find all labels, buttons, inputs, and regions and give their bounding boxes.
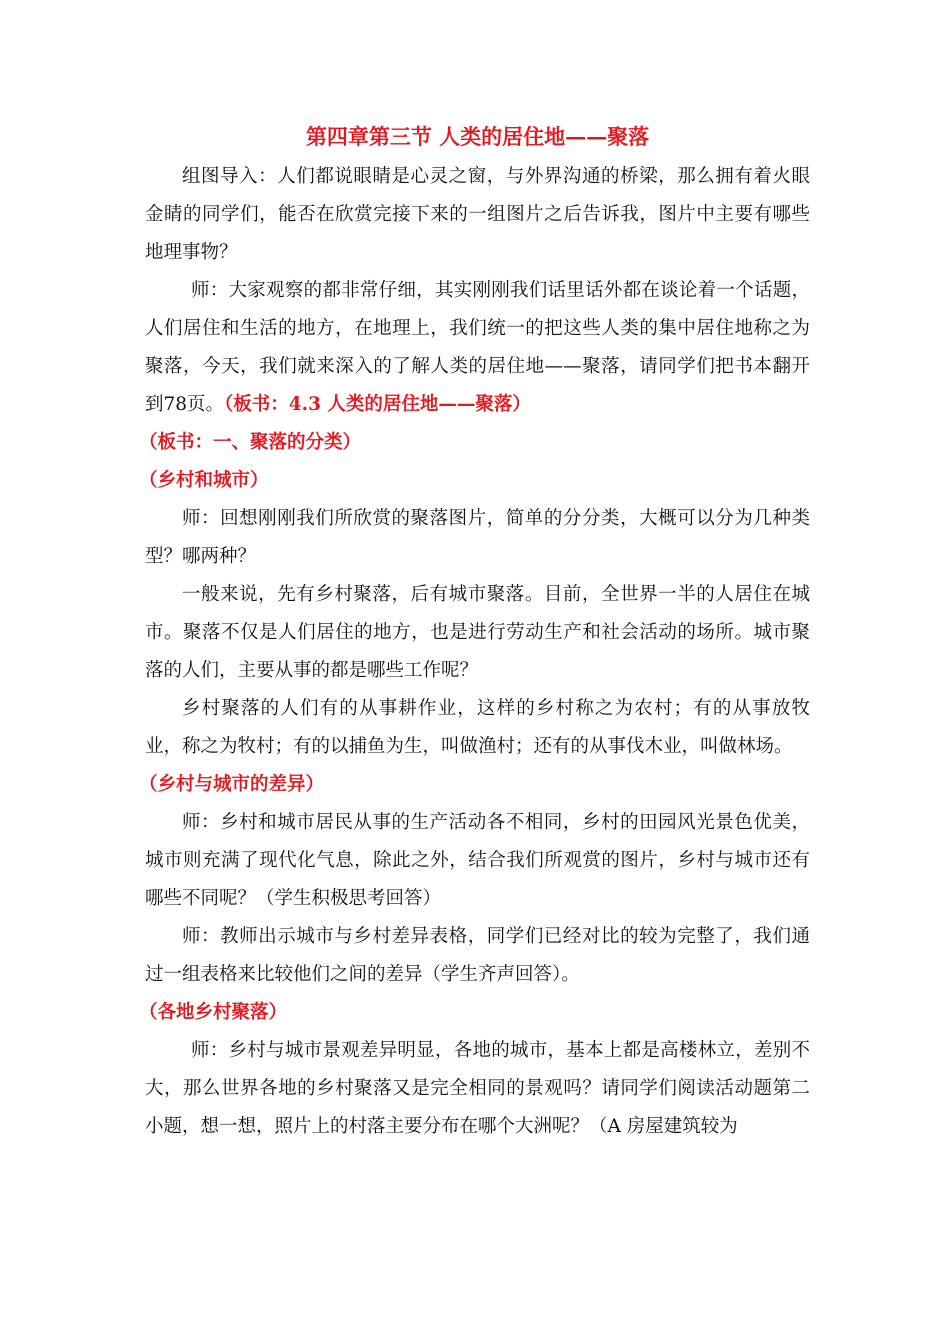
document-body — [139, 118, 810, 1146]
paragraph-teacher-1-text: 师：大家观察的都非常仔细，其实刚刚我们话里话外都在谈论着一个话题，人们居住和生活的地方，在地理上，我们统一的把这些人类的集中居住地称之为聚落，今天，我们就来深入的了解人类的居住地——聚落，请同学们把书本翻开到78页。 — [145, 280, 810, 415]
paragraph-teacher-1 — [145, 272, 810, 424]
paragraph-teacher-2: 师：回想刚刚我们所欣赏的聚落图片，简单的分分类，大概可以分为几种类型？哪两种？ — [145, 508, 810, 567]
paragraph-teacher-4: 师：教师出示城市与乡村差异表格，同学们已经对比的较为完整了，我们通过一组表格来比较他们之间的差异（学生齐声回答）。 — [145, 926, 810, 985]
subheading-rural-urban: （乡村和城市） — [139, 470, 269, 491]
paragraph-general: 一般来说，先有乡村聚落，后有城市聚落。目前，全世界一半的人居住在城市。聚落不仅是人们居住的地方，也是进行劳动生产和社会活动的场所。城市聚落的人们，主要从事的都是哪些工作呢？ — [145, 584, 810, 681]
section-heading-classification: （板书：一、聚落的分类） — [139, 432, 362, 453]
subheading-rural-settlements: （各地乡村聚落） — [139, 1002, 288, 1023]
paragraph-teacher-5: 师：乡村与城市景观差异明显，各地的城市，基本上都是高楼林立，差别不大，那么世界各地的乡村聚落又是完全相同的景观吗？请同学们阅读活动题第二小题，想一想，照片上的村落主要分布在哪个大洲呢？（A 房屋建筑较为 — [145, 1040, 810, 1137]
board-note: （板书：4.3 人类的居住地——聚落） — [224, 394, 531, 415]
paragraph-teacher-3: 师：乡村和城市居民从事的生产活动各不相同，乡村的田园风光景色优美，城市则充满了现代化气息，除此之外，结合我们所观赏的图片，乡村与城市还有哪些不同呢？（学生积极思考回答） — [145, 812, 810, 909]
paragraph-intro: 组图导入：人们都说眼睛是心灵之窗，与外界沟通的桥梁，那么拥有着火眼金睛的同学们，能否在欣赏完接下来的一组图片之后告诉我，图片中主要有哪些地理事物？ — [145, 166, 810, 263]
subheading-differences: （乡村与城市的差异） — [139, 774, 325, 795]
paragraph-rural-types: 乡村聚落的人们有的从事耕作业，这样的乡村称之为农村；有的从事放牧业，称之为牧村；有的以捕鱼为生，叫做渔村；还有的从事伐木业，叫做林场。 — [145, 698, 810, 757]
document-title: 第四章第三节 人类的居住地——聚落 — [305, 124, 650, 149]
